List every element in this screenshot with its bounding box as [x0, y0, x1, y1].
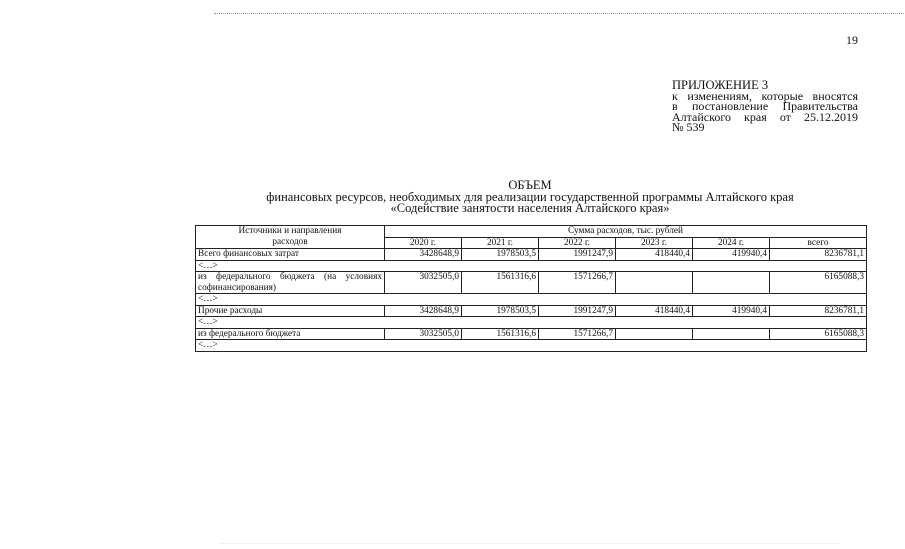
row-label-line: софинансирования): [198, 282, 276, 293]
omitted-marker: <…>: [196, 340, 867, 352]
cell-value: [616, 272, 693, 294]
header-year: 2024 г.: [693, 237, 770, 249]
cell-value: 3032505,0: [385, 272, 462, 294]
appendix-line: Алтайского края от 25.12.2019: [672, 109, 858, 124]
omitted-marker: <…>: [196, 294, 867, 306]
cell-value: 1561316,6: [462, 328, 539, 340]
header-year: 2022 г.: [539, 237, 616, 249]
header-sources-line: Источники и направления: [238, 226, 342, 236]
cell-value: 1571266,7: [539, 328, 616, 340]
header-sources: [196, 226, 385, 249]
cell-value: 1571266,7: [539, 272, 616, 294]
omitted-marker: <…>: [196, 317, 867, 329]
program-name: «Содействие занятости населения Алтайского края»: [390, 201, 670, 215]
cell-value: 1561316,6: [462, 272, 539, 294]
ellipsis-row: [196, 317, 867, 329]
cell-value: 1978503,5: [462, 305, 539, 317]
ellipsis-row: [196, 294, 867, 306]
cell-value: 3428648,9: [385, 249, 462, 261]
appendix-line: в постановление Правительства: [672, 99, 858, 113]
appendix-line: № 539: [672, 120, 705, 134]
cell-value: 418440,4: [616, 305, 693, 317]
cell-value: 1978503,5: [462, 249, 539, 261]
cell-total: 6165088,3: [770, 328, 867, 340]
row-label: Всего финансовых затрат: [196, 249, 385, 261]
omitted-marker: <…>: [196, 260, 867, 272]
appendix-block: [672, 80, 858, 133]
table-row: [196, 272, 867, 294]
row-label: [196, 272, 385, 294]
cell-value: 1991247,9: [539, 305, 616, 317]
header-sum: Сумма расходов, тыс. рублей: [385, 226, 867, 238]
scan-top-edge: [214, 13, 904, 14]
cell-total: 8236781,1: [770, 305, 867, 317]
cell-value: 3032505,0: [385, 328, 462, 340]
table-header-row: [196, 226, 867, 238]
ellipsis-row: [196, 260, 867, 272]
cell-value: 3428648,9: [385, 305, 462, 317]
document-subtitle: финансовых ресурсов, необходимых для реализации государственной программы Алтайского края: [266, 190, 794, 204]
cell-total: 6165088,3: [770, 272, 867, 294]
cell-value: 419940,4: [693, 249, 770, 261]
table-row: [196, 328, 867, 340]
ellipsis-row: [196, 340, 867, 352]
cell-value: [693, 328, 770, 340]
cell-value: 419940,4: [693, 305, 770, 317]
financial-resources-table: [195, 225, 867, 352]
header-total: всего: [770, 237, 867, 249]
page-number: 19: [846, 33, 858, 47]
header-sources-line: расходов: [272, 236, 308, 247]
row-label: Прочие расходы: [196, 305, 385, 317]
cell-value: 1991247,9: [539, 249, 616, 261]
appendix-heading: ПРИЛОЖЕНИЕ 3: [672, 78, 769, 92]
scan-bottom-edge: [220, 543, 840, 544]
header-year: 2020 г.: [385, 237, 462, 249]
cell-value: 418440,4: [616, 249, 693, 261]
row-label-line: из федерального бюджета (на условиях: [198, 272, 382, 282]
row-label: из федерального бюджета: [196, 328, 385, 340]
document-title: ОБЪЕМ: [508, 178, 552, 192]
cell-value: [616, 328, 693, 340]
header-year: 2023 г.: [616, 237, 693, 249]
appendix-line: к изменениям, которые вносятся: [672, 88, 858, 103]
cell-total: 8236781,1: [770, 249, 867, 261]
table-row: [196, 305, 867, 317]
table-row: [196, 249, 867, 261]
header-year: 2021 г.: [462, 237, 539, 249]
cell-value: [693, 272, 770, 294]
